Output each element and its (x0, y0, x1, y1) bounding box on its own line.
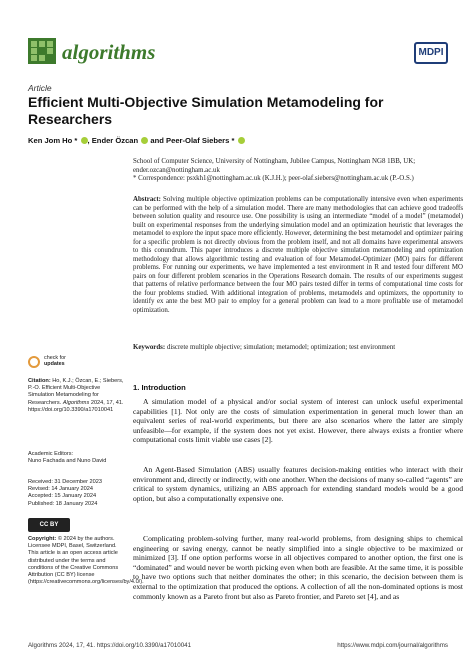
intro-paragraph: Complicating problem-solving further, many real-world problems, from designing ships to chemical engineering or saving energy, cannot be neatly simplified into a single objective to be maximized or minimized [3]. If one option performs worse in all objectives compared to another option, the first one is “dominated” and would never be worth picking even when both are feasible. At the same time, it is possible to have two options such that neither dominates the other; in this scenario, the decision between them is external to the optimization that produced the options. A collection of all the non-dominated options is most commonly known as a Pareto front but also as Pareto frontier, and Pareto set [4], and as (133, 534, 463, 601)
citation-journal: Algorithms (62, 399, 90, 406)
orcid-icon[interactable] (238, 137, 245, 144)
editors-label: Academic Editors: (28, 451, 74, 457)
intro-paragraph: A simulation model of a physical and/or social system of interest can unlock useful experimental capabilities [1]. Not only are the costs of simulation experimentation in general much lower than an equivalent series of real-world experiments, but there are also scenarios where the latter are simply unfeasible—for example, if the system does not yet exist. However, there always exists a frontier where computational costs limit viable use cases [2]. (133, 397, 463, 445)
cc-license-icon[interactable]: CC BY (28, 518, 70, 532)
date-revised: Revised: 14 January 2024 (28, 486, 93, 493)
author-name: Ender Özcan (91, 136, 139, 145)
affiliation-block (133, 158, 463, 184)
author-name: Ken Jom Ho * (28, 136, 78, 145)
journal-header (28, 38, 448, 72)
orcid-icon[interactable] (141, 137, 148, 144)
date-accepted: Accepted: 15 January 2024 (28, 493, 97, 500)
author-list: Ken Jom Ho * , Ender Özcan and Peer-Olaf Siebers * (28, 136, 448, 145)
journal-logo-icon (28, 38, 56, 64)
article-title: Efficient Multi-Objective Simulation Metamodeling for Researchers (28, 94, 384, 127)
editors-names: Nuno Fachada and Nuno David (28, 458, 107, 465)
copyright-block (28, 536, 144, 586)
copyright-label: Copyright: (28, 536, 57, 542)
abstract-text: Solving multiple objective optimization problems can be computationally intensive even when experiments can be performed with the help of a simulation model. There are many methodologies that can achieve good tradeoffs between solution quality and resource use. One possibility is using an intermediate “model of a model” (metamodel) built on experimental responses from the underlying simulation model and an optimization heuristic that leverages the metamodel to explore the input space more efficiently. However, determining the best metamodel and optimizer pairing for a specific problem is not directly obvious from the problem itself, and not all domains have experimental answers to this conundrum. This paper introduces a discrete multiple objective simulation metamodeling and optimization methodology that allows algorithmic testing and evaluation of four Metamodel-Optimizer (MO) pairs for different problems. For running our experiments, we have implemented a test environment in R and tested four different MO pairs on four different problem scenarios in the Operations Research domain. The results of our experiments suggest that patterns of relative performance between the four MO pairs tested differ in terms of computational time costs for the four problems studied. With additional integration of problems, metamodels and optimizers, the opportunity to identify ex ante the best MO pair to employ for a general problem can lead to a more profitable use of metamodel optimization. (133, 196, 463, 314)
footer-journal-link[interactable]: https://www.mdpi.com/journal/algorithms (337, 642, 448, 649)
affiliation-line: School of Computer Science, University of Nottingham, Jubilee Campus, Nottingham NG8 1BB, UK; (133, 158, 416, 165)
intro-paragraph: An Agent-Based Simulation (ABS) usually features decision-making entities who interact with their environment and, directly or indirectly, with one another. When the decisions of many so-called “agents” are critical to system dynamics, utilizing an ABS approach for extending standard models would be a good option, but also a computationally expensive one. (133, 465, 464, 503)
date-published: Published: 18 January 2024 (28, 500, 98, 507)
journal-name: algorithms (62, 40, 156, 64)
check-updates-icon (28, 356, 40, 368)
citation-block (28, 378, 124, 414)
correspondence-line: * Correspondence: psxkh1@nottingham.ac.uk (K.J.H.); peer-olaf.siebers@nottingham.ac.uk (P.-O.S.) (133, 175, 414, 182)
article-type: Article (28, 83, 52, 93)
date-received: Received: 31 December 2023 (28, 479, 103, 485)
keywords (133, 344, 463, 353)
academic-editors (28, 451, 124, 465)
publication-dates (28, 479, 124, 508)
page-footer (28, 642, 448, 652)
mdpi-logo[interactable]: MDPI (414, 42, 448, 64)
keywords-text: discrete multiple objective; simulation; metamodel; optimization; test environment (166, 344, 396, 351)
citation-details[interactable]: 2024, 17, 41. https://doi.org/10.3390/a17010041 (28, 399, 124, 413)
orcid-icon[interactable] (81, 137, 88, 144)
affiliation-line: ender.ozcan@nottingham.ac.uk (133, 166, 220, 174)
copyright-text: © 2024 by the authors. Licensee MDPI, Basel, Switzerland. This article is an open access article distributed under the terms and conditions of the Creative Commons Attribution (CC BY) license (https://creativecommons.org/licenses/by/4.0/). (28, 536, 144, 586)
author-name: Peer-Olaf Siebers * (166, 136, 235, 145)
keywords-label: Keywords: (133, 344, 166, 351)
check-updates-label: check for (44, 355, 66, 361)
footer-citation[interactable]: Algorithms 2024, 17, 41. https://doi.org/10.3390/a17010041 (28, 642, 192, 649)
abstract-label: Abstract: (133, 196, 161, 203)
citation-label: Citation: (28, 378, 51, 384)
citation-text: Ho, K.J.; Özcan, E.; Siebers, P.-O. Efficient Multi-Objective Simulation Metamodeling for Researchers. (28, 378, 124, 406)
abstract (133, 196, 463, 315)
check-updates-label: updates (44, 361, 65, 368)
section-heading: 1. Introduction (133, 383, 186, 392)
check-updates-button[interactable] (28, 355, 124, 371)
